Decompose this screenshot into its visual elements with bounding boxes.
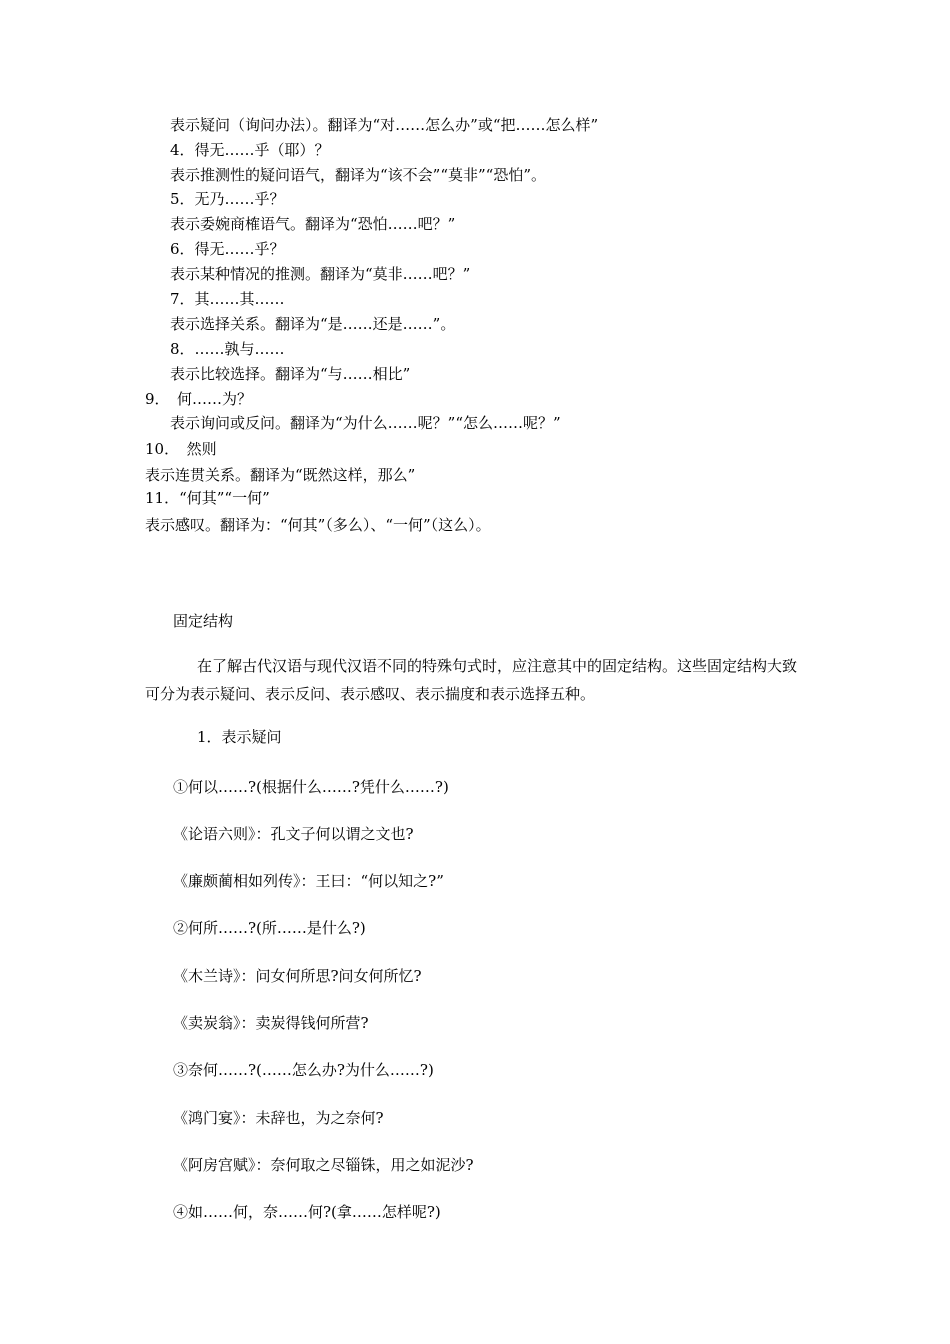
list-item: 4．得无……乎（耶）？ <box>170 141 330 159</box>
list-item: 10． 然则 <box>145 440 217 458</box>
list-item: 表示连贯关系。翻译为“既然这样，那么” <box>145 466 416 484</box>
list-item: 8．……孰与…… <box>170 340 285 358</box>
list-item: 表示感叹。翻译为：“何其”（多么）、“一何”（这么）。 <box>145 516 491 534</box>
example-line: ②何所……?(所……是什么?) <box>173 919 366 937</box>
list-item: 表示某种情况的推测。翻译为“莫非……吧？” <box>170 265 471 283</box>
list-item: 7．其……其…… <box>170 290 285 308</box>
subheading: 1．表示疑问 <box>197 728 282 746</box>
example-line: 《廉颇蔺相如列传》：王曰：“何以知之?” <box>173 872 444 890</box>
example-line: 《鸿门宴》：未辞也，为之奈何? <box>173 1109 384 1127</box>
intro-paragraph: 在了解古代汉语与现代汉语不同的特殊句式时，应注意其中的固定结构。这些固定结构大致可分为表示疑问、表示反问、表示感叹、表示揣度和表示选择五种。 <box>145 657 798 703</box>
list-item: 9． 何……为？ <box>145 390 253 408</box>
list-item: 6．得无……乎？ <box>170 240 285 258</box>
example-line: ①何以……?(根据什么……?凭什么……?) <box>173 778 449 796</box>
list-item: 表示选择关系。翻译为“是……还是……”。 <box>170 315 456 333</box>
list-item: 表示比较选择。翻译为“与……相比” <box>170 365 411 383</box>
list-item: 5．无乃……乎？ <box>170 190 285 208</box>
example-line: 《阿房宫赋》：奈何取之尽锱铢，用之如泥沙? <box>173 1156 474 1174</box>
list-item: 表示委婉商榷语气。翻译为“恐怕……吧？” <box>170 215 456 233</box>
example-line: ③奈何……?(……怎么办?为什么……?) <box>173 1061 434 1079</box>
list-item: 表示推测性的疑问语气，翻译为“该不会”“莫非”“恐怕”。 <box>170 166 547 184</box>
example-line: 《论语六则》：孔文子何以谓之文也? <box>173 825 414 843</box>
list-item: 表示询问或反问。翻译为“为什么……呢？”“怎么……呢？” <box>170 414 561 432</box>
example-line: 《木兰诗》：问女何所思?问女何所忆? <box>173 967 422 985</box>
section-title: 固定结构 <box>173 612 234 630</box>
list-item: 11．“何其”“一何” <box>145 489 270 507</box>
example-line: 《卖炭翁》：卖炭得钱何所营? <box>173 1014 369 1032</box>
example-line: ④如……何，奈……何?(拿……怎样呢?) <box>173 1203 441 1221</box>
list-item: 表示疑问（询问办法）。翻译为“对……怎么办”或“把……怎么样” <box>170 116 599 134</box>
